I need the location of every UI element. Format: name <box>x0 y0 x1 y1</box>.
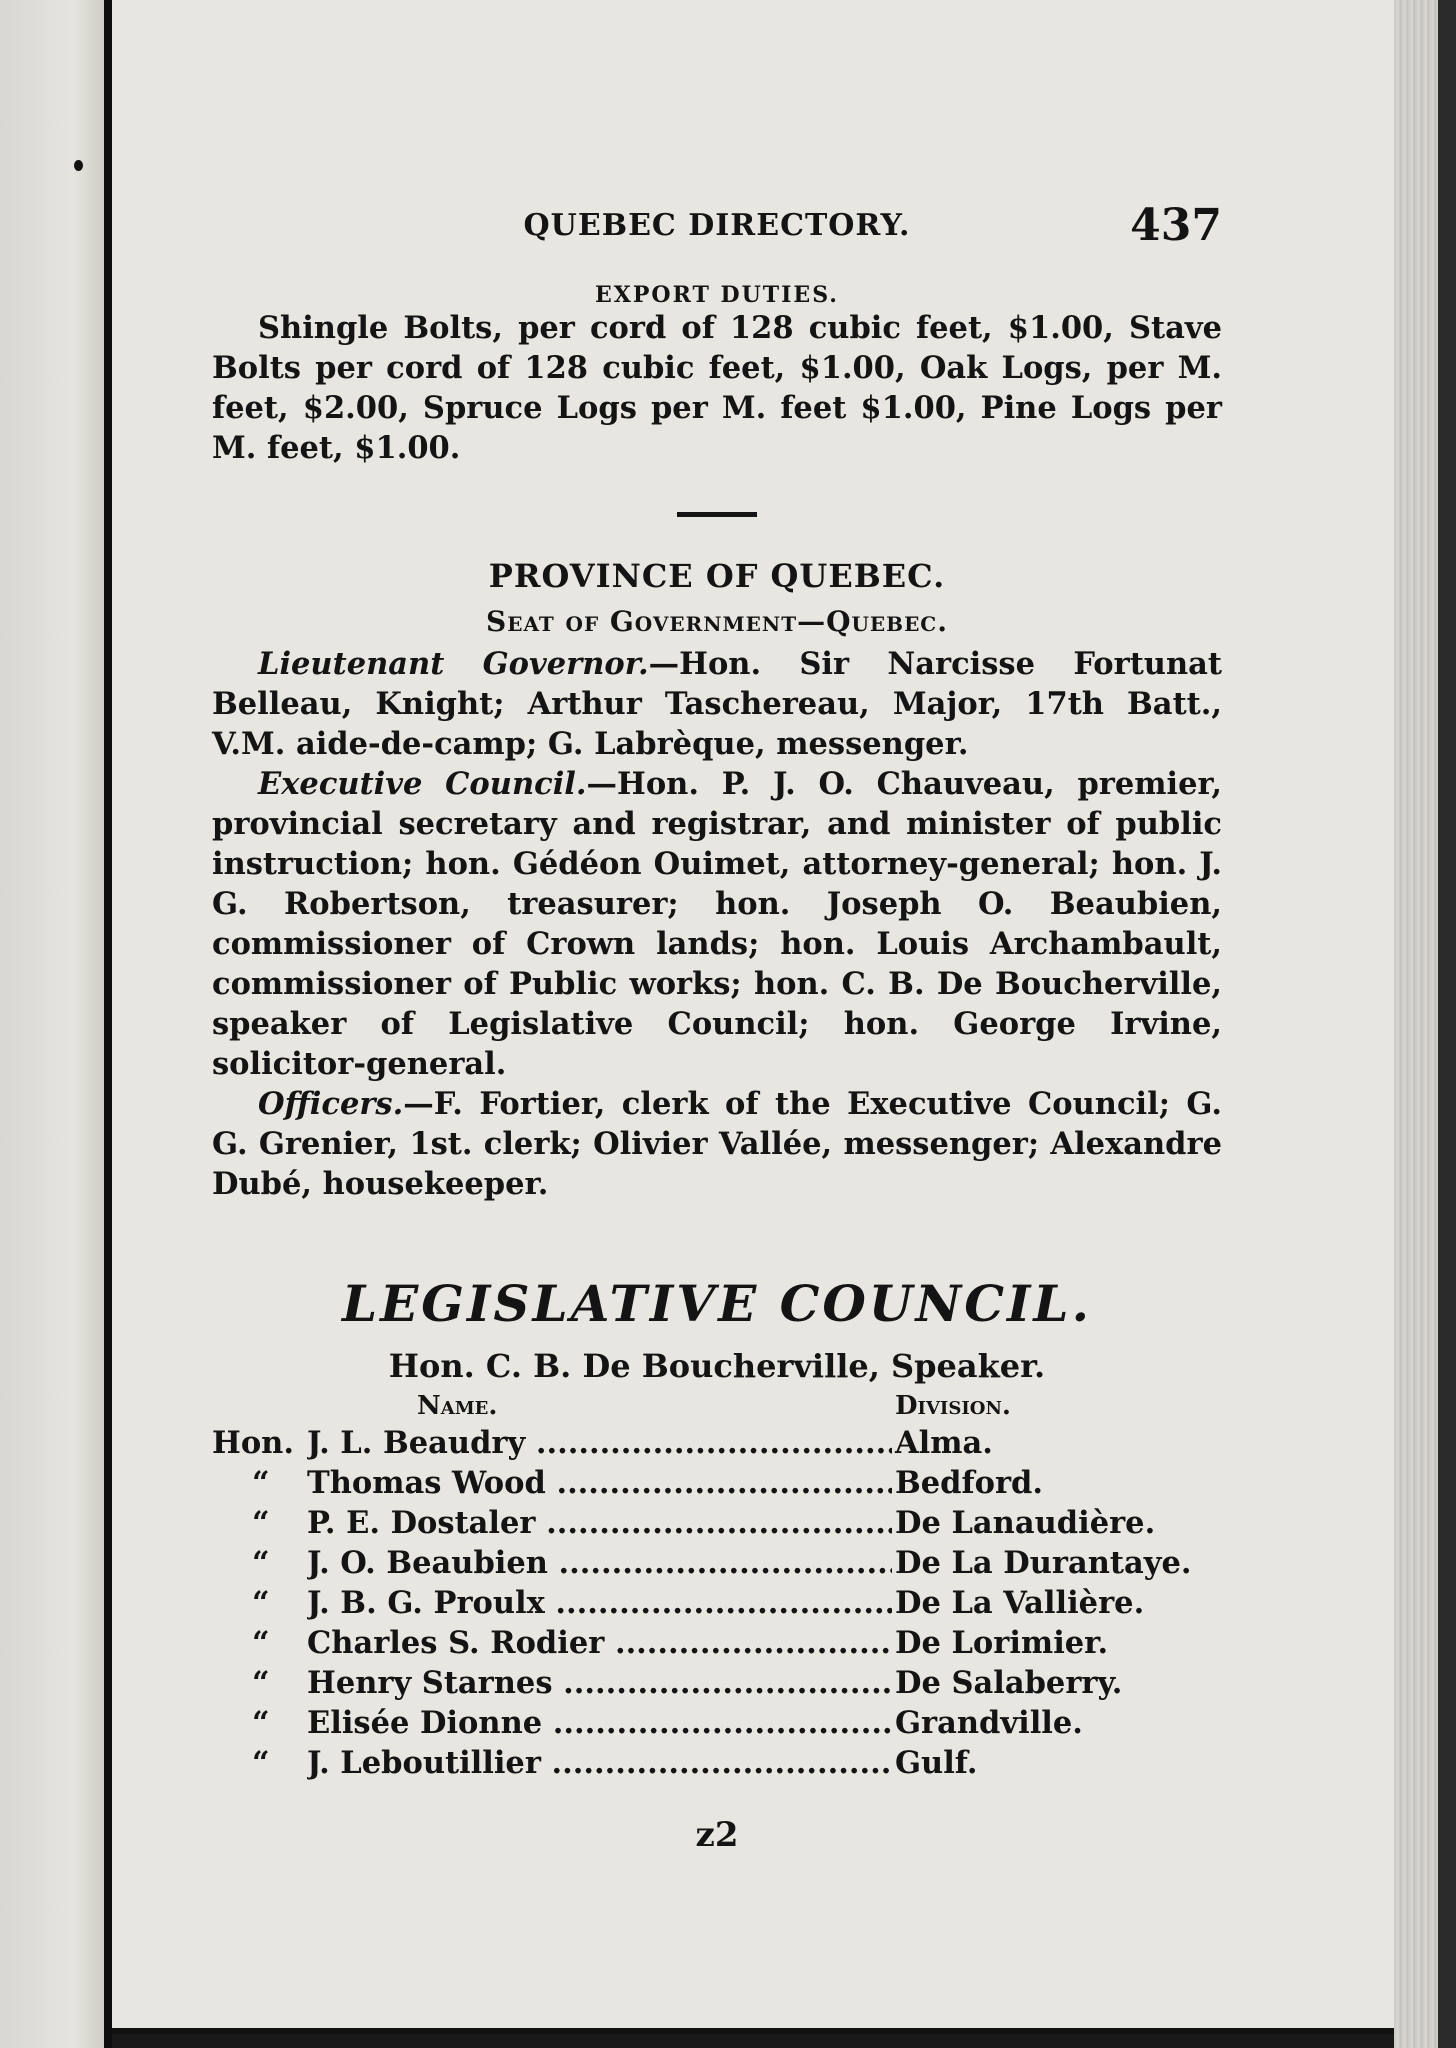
member-prefix: “ <box>252 1705 270 1741</box>
member-row <box>212 1465 1222 1505</box>
member-prefix: “ <box>252 1625 270 1661</box>
member-row <box>212 1665 1222 1705</box>
member-division: De La Durantaye. <box>895 1545 1192 1581</box>
member-row <box>212 1745 1222 1785</box>
speaker-line: Hon. C. B. De Boucherville, Speaker. <box>388 1347 1046 1385</box>
facing-page-edge <box>0 0 104 2048</box>
column-name-header: Name. <box>417 1391 498 1421</box>
member-division: Alma. <box>895 1425 993 1461</box>
member-prefix: “ <box>252 1465 270 1501</box>
member-row <box>212 1625 1222 1665</box>
member-division: De Salaberry. <box>895 1665 1123 1701</box>
executive-council-paragraph <box>212 764 1222 1084</box>
member-row <box>212 1705 1222 1745</box>
seat-of-government: Seat of Government—Quebec. <box>486 605 948 638</box>
member-table-header <box>212 1391 1222 1425</box>
member-division: De Lanaudière. <box>895 1505 1156 1541</box>
member-name: Thomas Wood ..... <box>307 1465 892 1501</box>
member-name: J. B. G. Proulx ..... <box>307 1585 892 1621</box>
page-content <box>212 200 1222 1855</box>
member-list <box>212 1425 1222 1785</box>
member-name: J. Leboutillier ..... <box>307 1745 892 1781</box>
member-row <box>212 1585 1222 1625</box>
member-prefix: “ <box>252 1545 270 1581</box>
legislative-council-title: LEGISLATIVE COUNCIL. <box>342 1274 1092 1333</box>
member-row <box>212 1425 1222 1465</box>
member-division: De La Vallière. <box>895 1585 1145 1621</box>
member-division: Bedford. <box>895 1465 1043 1501</box>
member-name: J. O. Beaubien ..... <box>307 1545 892 1581</box>
member-name: J. L. Beaudry ..... <box>307 1425 892 1461</box>
export-duties-title: EXPORT DUTIES. <box>595 282 839 308</box>
member-row <box>212 1505 1222 1545</box>
page-number: 437 <box>1130 200 1222 251</box>
section-divider <box>677 512 757 517</box>
member-name: Henry Starnes ..... <box>307 1665 892 1701</box>
lieutenant-governor-paragraph <box>212 644 1222 764</box>
running-head: QUEBEC DIRECTORY. <box>523 208 911 243</box>
book-gutter <box>104 0 112 2048</box>
executive-council-label: Executive Council. <box>258 766 587 802</box>
member-prefix: “ <box>252 1665 270 1701</box>
member-name: P. E. Dostaler ..... <box>307 1505 892 1541</box>
executive-council-text: —Hon. P. J. O. Chauveau, premier, provincial secretary and registrar, and minister of public instruction; hon. Gédéon Ouimet, attorney-general; hon. J. G. Robertson, treasurer; hon. Joseph O. Beaubien, commissioner of Crown lands; hon. Louis Archambault, commissioner of Public works; hon. C. B. De Boucherville, speaker of Legislative Council; hon. George Irvine, solicitor-general. <box>212 766 1223 1082</box>
book-cover-edge <box>1438 0 1456 2048</box>
lieutenant-governor-label: Lieutenant Governor. <box>258 646 649 682</box>
member-prefix: “ <box>252 1745 270 1781</box>
page-header <box>212 200 1222 256</box>
member-row <box>212 1545 1222 1585</box>
margin-mark <box>74 160 83 171</box>
member-name: Charles S. Rodier ..... <box>307 1625 892 1661</box>
officers-paragraph <box>212 1084 1222 1204</box>
signature-mark: z2 <box>695 1815 739 1855</box>
province-title: PROVINCE OF QUEBEC. <box>488 557 946 595</box>
column-division-header: Division. <box>895 1391 1011 1421</box>
member-name: Elisée Dionne ..... <box>307 1705 892 1741</box>
member-prefix: Hon. <box>212 1425 294 1461</box>
officers-label: Officers. <box>258 1086 404 1122</box>
member-prefix: “ <box>252 1505 270 1541</box>
member-division: Gulf. <box>895 1745 978 1781</box>
officers-text: —F. Fortier, clerk of the Executive Council; G. G. Grenier, 1st. clerk; Olivier Vallée, messenger; Alexandre Dubé, housekeeper. <box>212 1086 1222 1202</box>
member-division: Grandville. <box>895 1705 1083 1741</box>
export-duties-text: Shingle Bolts, per cord of 128 cubic feet, $1.00, Stave Bolts per cord of 128 cubic feet, $1.00, Oak Logs, per M. feet, $2.00, Spruce Logs per M. feet $1.00, Pine Logs per M. feet, $1.00. <box>212 310 1222 466</box>
lieutenant-governor-text: —Hon. Sir Narcisse Fortunat Belleau, Knight; Arthur Taschereau, Major, 17th Batt., V.M. aide-de-camp; G. Labrèque, messenger. <box>212 646 1223 762</box>
member-prefix: “ <box>252 1585 270 1621</box>
member-division: De Lorimier. <box>895 1625 1109 1661</box>
